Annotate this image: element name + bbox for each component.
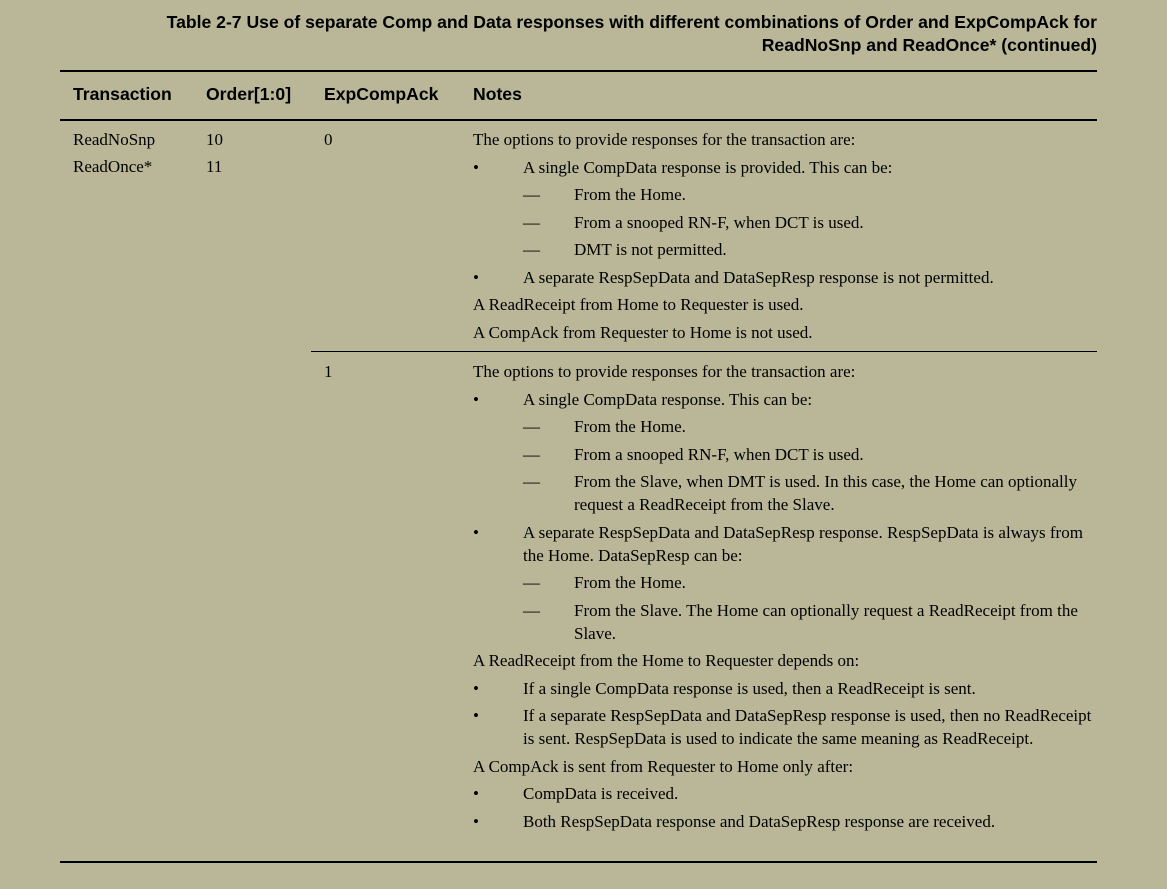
dash-item bbox=[473, 571, 1093, 594]
notes-compack-paragraph: A CompAck from Requester to Home is not used. bbox=[473, 322, 813, 342]
table-top-rule bbox=[60, 70, 1097, 72]
bullet-item bbox=[473, 156, 1093, 179]
dash-marker: — bbox=[523, 417, 540, 436]
bullet-text: A single CompData response is provided. This can be: bbox=[523, 157, 893, 177]
dash-item bbox=[473, 211, 1093, 234]
notes-cell-expcompack-0 bbox=[473, 128, 1093, 348]
transaction-readnosnp: ReadNoSnp bbox=[73, 130, 156, 149]
table-bottom-rule bbox=[60, 861, 1097, 863]
bullet-item bbox=[473, 677, 1093, 700]
notes-intro: The options to provide responses for the transaction are: bbox=[473, 362, 856, 381]
dash-item bbox=[473, 443, 1093, 466]
bullet-item bbox=[473, 388, 1093, 411]
bullet-item bbox=[473, 810, 1093, 833]
bullet-text: If a separate RespSepData and DataSepResp response is used, then no ReadReceipt is sent. RespSepData is used to indicate the same meaning as ReadReceipt. bbox=[523, 706, 1092, 748]
dash-text: From the Home. bbox=[574, 573, 686, 592]
header-order: Order[1:0] bbox=[206, 84, 292, 104]
dash-marker: — bbox=[523, 240, 540, 259]
bullet-item bbox=[473, 521, 1093, 567]
row-separator bbox=[311, 351, 1097, 352]
header-bottom-rule bbox=[60, 119, 1097, 121]
notes-readreceipt-paragraph: A ReadReceipt from the Home to Requester depends on: bbox=[473, 651, 860, 670]
dash-text: DMT is not permitted. bbox=[574, 240, 727, 259]
dash-text: From the Home. bbox=[574, 185, 686, 204]
dash-item bbox=[473, 599, 1093, 645]
dash-item bbox=[473, 238, 1093, 261]
header-notes: Notes bbox=[473, 84, 522, 104]
bullet-marker: • bbox=[473, 678, 479, 698]
bullet-marker: • bbox=[473, 389, 479, 409]
bullet-item bbox=[473, 782, 1093, 805]
notes-compack-paragraph: A CompAck is sent from Requester to Home only after: bbox=[473, 756, 854, 776]
transaction-readonce: ReadOnce* bbox=[73, 157, 153, 176]
notes-cell-expcompack-1 bbox=[473, 360, 1093, 837]
dash-marker: — bbox=[523, 600, 540, 620]
bullet-text: A separate RespSepData and DataSepResp response. RespSepData is always from the Home. DataSepResp can be: bbox=[523, 522, 1083, 565]
order-value-10: 10 bbox=[206, 130, 223, 149]
bullet-marker: • bbox=[473, 522, 479, 542]
expcompack-value-1: 1 bbox=[324, 362, 333, 381]
bullet-marker: • bbox=[473, 706, 479, 725]
dash-text: From the Slave. The Home can optionally request a ReadReceipt from the Slave. bbox=[574, 600, 1078, 643]
bullet-marker: • bbox=[473, 267, 479, 287]
dash-marker: — bbox=[523, 212, 540, 232]
notes-intro: The options to provide responses for the transaction are: bbox=[473, 130, 856, 149]
dash-marker: — bbox=[523, 444, 540, 464]
dash-text: From a snooped RN-F, when DCT is used. bbox=[574, 212, 864, 232]
dash-marker: — bbox=[523, 472, 540, 491]
dash-marker: — bbox=[523, 185, 540, 204]
dash-text: From the Home. bbox=[574, 417, 686, 436]
dash-text: From the Slave, when DMT is used. In this case, the Home can optionally request a ReadReceipt from the Slave. bbox=[574, 472, 1077, 514]
expcompack-value-0: 0 bbox=[324, 130, 333, 149]
bullet-text: A separate RespSepData and DataSepResp response is not permitted. bbox=[523, 267, 994, 287]
table-caption-line-2: ReadNoSnp and ReadOnce* (continued) bbox=[761, 35, 1097, 55]
header-expcompack: ExpCompAck bbox=[324, 84, 439, 104]
header-transaction: Transaction bbox=[73, 84, 172, 104]
order-value-11: 11 bbox=[206, 157, 223, 176]
bullet-marker: • bbox=[473, 784, 479, 803]
notes-readreceipt-paragraph: A ReadReceipt from Home to Requester is used. bbox=[473, 295, 804, 314]
bullet-marker: • bbox=[473, 811, 479, 831]
bullet-text: Both RespSepData response and DataSepResp response are received. bbox=[523, 811, 996, 831]
bullet-text: If a single CompData response is used, then a ReadReceipt is sent. bbox=[523, 678, 976, 698]
table-caption bbox=[57, 11, 1097, 57]
dash-item bbox=[473, 470, 1093, 516]
dash-marker: — bbox=[523, 573, 540, 592]
bullet-text: A single CompData response. This can be: bbox=[523, 389, 813, 409]
dash-text: From a snooped RN-F, when DCT is used. bbox=[574, 444, 864, 464]
bullet-text: CompData is received. bbox=[523, 784, 679, 803]
dash-item bbox=[473, 183, 1093, 206]
dash-item bbox=[473, 415, 1093, 438]
bullet-marker: • bbox=[473, 157, 479, 177]
bullet-item bbox=[473, 704, 1093, 750]
table-caption-line-1: Table 2-7 Use of separate Comp and Data responses with different combinations of Order and ExpCompAck for bbox=[166, 12, 1097, 32]
bullet-item bbox=[473, 266, 1093, 289]
